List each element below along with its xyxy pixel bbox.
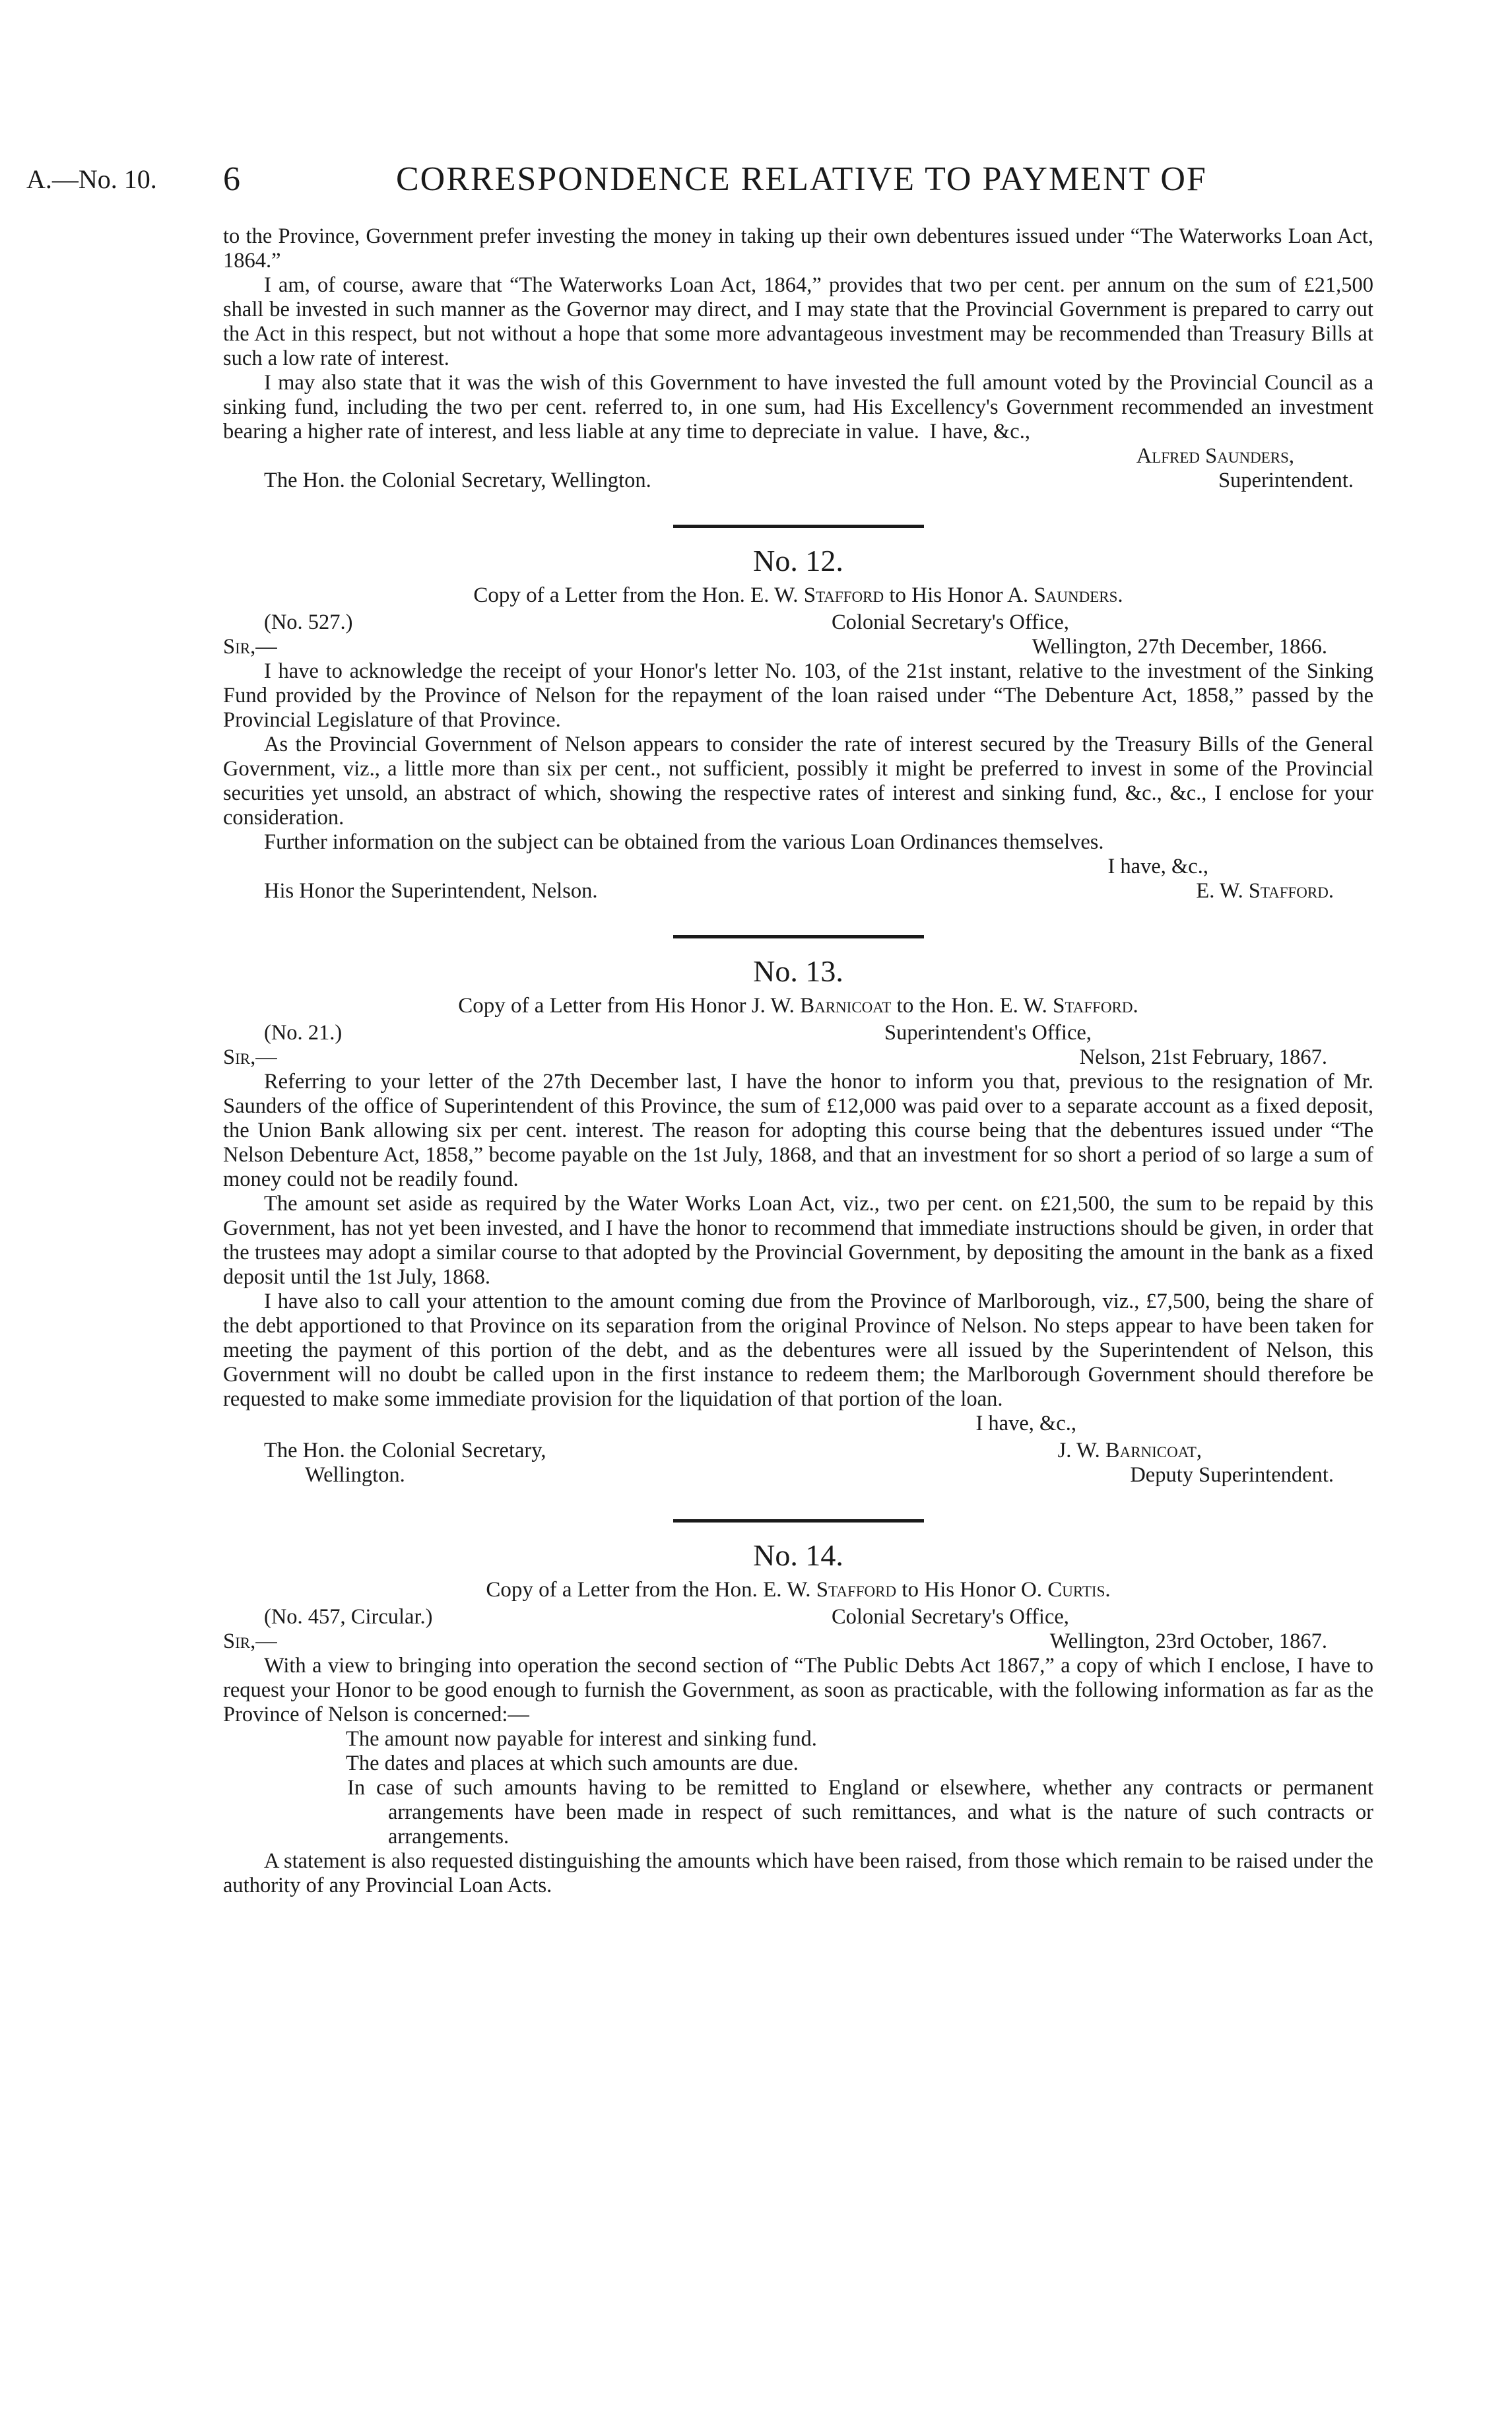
office: Superintendent's Office, [884, 1021, 1092, 1045]
letter-reference: (No. 21.) [264, 1021, 343, 1045]
signer-title: Deputy Superintendent. [1130, 1463, 1334, 1487]
section-divider [673, 1519, 924, 1523]
sender-name: Stafford [803, 583, 884, 607]
sender-name: Barnicoat [800, 994, 892, 1018]
closing: I have, &c., [975, 1412, 1076, 1435]
signer: E. W. Stafford. [1196, 879, 1334, 903]
page-number: 6 [223, 160, 240, 198]
salutation: Sir,— [223, 1629, 277, 1653]
page-body [223, 224, 1373, 1898]
signature-block [223, 1439, 1373, 1488]
letter-reference: (No. 457, Circular.) [264, 1605, 433, 1629]
list-item: The amount now payable for interest and sinking fund. [346, 1727, 817, 1751]
letter-number: No. 12. [753, 544, 843, 577]
salutation-row [223, 1045, 1373, 1070]
letter-title: Copy of a Letter from His Honor J. W. Barnicoat to the Hon. E. W. Stafford. [458, 994, 1138, 1018]
signer-title: Superintendent. [1218, 469, 1354, 492]
paragraph: I may also state that it was the wish of this Government to have invested the full amount voted by the Provincial Council as a sinking fund, including the two per cent. referred to, in one sum, had His Excellency's Government recommended an investment bearing a higher rate of interest, and less liable at any time to depreciate in value. [223, 371, 1373, 443]
signer-name: Alfred Saunders, [1136, 444, 1294, 468]
office: Colonial Secretary's Office, [832, 610, 1069, 634]
paragraph: Referring to your letter of the 27th December last, I have the honor to inform you that, previous to the resignation of Mr. Saunders of the office of Superintendent of this Province, the sum of £12,000 was paid over to a separate account as a fixed deposit, the Union Bank allowing six per cent. interest. The reason for adopting this course being that the debentures issued under “The Nelson Debenture Act, 1858,” become payable on the 1st July, 1868, and that an investment for so short a period of so large a sum of money could not be readily found. [223, 1070, 1373, 1191]
letter-12 [223, 541, 1373, 903]
paragraph: A statement is also requested distinguishing the amounts which have been raised, from those which remain to be raised under the authority of any Provincial Loan Acts. [223, 1849, 1373, 1897]
letter-number: No. 13. [753, 954, 843, 988]
recipient-line [223, 469, 1373, 493]
letter-number: No. 14. [753, 1538, 843, 1572]
paragraph: to the Province, Government prefer investing the money in taking up their own debentures issued under “The Waterworks Loan Act, 1864.” [223, 224, 1373, 273]
paragraph: I am, of course, aware that “The Waterworks Loan Act, 1864,” provides that two per cent. per annum on the sum of £21,500 shall be invested in such manner as the Governor may direct, and I may state that the Provincial Government is prepared to carry out the Act in this respect, but not without a hope that some more advantageous investment may be recommended than Treasury Bills at such a low rate of interest. [223, 273, 1373, 370]
reference-row [223, 610, 1373, 635]
sender-name: Stafford [816, 1578, 897, 1602]
letter-title: Copy of a Letter from the Hon. E. W. Stafford to His Honor O. Curtis. [486, 1578, 1111, 1602]
office: Colonial Secretary's Office, [832, 1605, 1069, 1629]
place-date: Nelson, 21st February, 1867. [1079, 1045, 1327, 1069]
signer: J. W. Barnicoat, Deputy Superintendent. [1057, 1439, 1334, 1487]
letter-13 [223, 952, 1373, 1488]
recipient: His Honor the Superintendent, Nelson. [264, 879, 598, 903]
closing: I have, &c., [929, 420, 1030, 443]
section-divider [673, 935, 924, 938]
salutation: Sir,— [223, 635, 277, 659]
paragraph: With a view to bringing into operation the second section of “The Public Debts Act 1867,” a copy of which I enclose, I have to request your Honor to be good enough to furnish the Government, as soon as practicable, with the following information as far as the Province of Nelson is concerned:— [223, 1654, 1373, 1726]
paragraph: I have to acknowledge the receipt of your Honor's letter No. 103, of the 21st instant, relative to the investment of the Sinking Fund provided by the Province of Nelson for the repayment of the loan raised under “The Debenture Act, 1858,” passed by the Provincial Legislature of that Province. [223, 659, 1373, 732]
salutation: Sir,— [223, 1045, 277, 1069]
place-date: Wellington, 27th December, 1866. [1032, 635, 1327, 659]
document-reference: A.—No. 10. [26, 164, 157, 194]
list-item: The dates and places at which such amounts are due. [346, 1752, 799, 1775]
reference-row [223, 1605, 1373, 1629]
list-item: In case of such amounts having to be remitted to England or elsewhere, whether any contracts or permanent arrangements have been made in respect of such remittances, and what is the nature of such contracts or arrangements. [347, 1776, 1373, 1849]
salutation-row [223, 1629, 1373, 1654]
salutation-row [223, 635, 1373, 659]
running-title: CORRESPONDENCE RELATIVE TO PAYMENT OF [396, 160, 1207, 198]
paragraph: The amount set aside as required by the Water Works Loan Act, viz., two per cent. on £21,500, the sum to be repaid by this Government, has not yet been invested, and I have the honor to recommend that immediate instructions should be given, in order that the trustees may adopt a similar course to that adopted by the Provincial Government, by depositing the amount in the bank as a fixed deposit until the 1st July, 1868. [223, 1192, 1373, 1289]
page-header [0, 160, 1512, 210]
letter-11-tail [223, 224, 1373, 493]
letter-title: Copy of a Letter from the Hon. E. W. Stafford to His Honor A. Saunders. [473, 583, 1123, 607]
paragraph: I have also to call your attention to the amount coming due from the Province of Marlborough, viz., £7,500, being the share of the debt apportioned to that Province on its separation from the original Province of Nelson. No steps appear to have been taken for meeting the payment of this portion of the debt, and as the debentures were all issued by the Superintendent of Nelson, this Government will no doubt be called upon in the first instance to redeem them; the Marlborough Government should therefore be requested to make some immediate provision for the liquidation of that portion of the loan. [223, 1290, 1373, 1411]
recipient-line [223, 879, 1373, 903]
addressee-name: Stafford. [1053, 994, 1138, 1018]
addressee-name: Curtis. [1047, 1578, 1111, 1602]
letter-14 [223, 1536, 1373, 1898]
place-date: Wellington, 23rd October, 1867. [1049, 1629, 1327, 1653]
addressee-name: Saunders. [1034, 583, 1123, 607]
information-list [223, 1727, 1373, 1849]
recipient: The Hon. the Colonial Secretary, Wellington. [264, 469, 651, 492]
closing: I have, &c., [1107, 855, 1208, 878]
reference-row [223, 1021, 1373, 1045]
paragraph: Further information on the subject can be obtained from the various Loan Ordinances themselves. [264, 830, 1104, 854]
recipient: The Hon. the Colonial Secretary, Wellington. [264, 1439, 546, 1487]
section-divider [673, 525, 924, 528]
paragraph: As the Provincial Government of Nelson appears to consider the rate of interest secured by the Treasury Bills of the General Government, viz., a little more than six per cent., not sufficient, possibly it might be preferred to invest in some of the Provincial securities yet unsold, an abstract of which, showing the respective rates of interest and sinking fund, &c., &c., I enclose for your consideration. [223, 733, 1373, 830]
letter-reference: (No. 527.) [264, 610, 353, 634]
